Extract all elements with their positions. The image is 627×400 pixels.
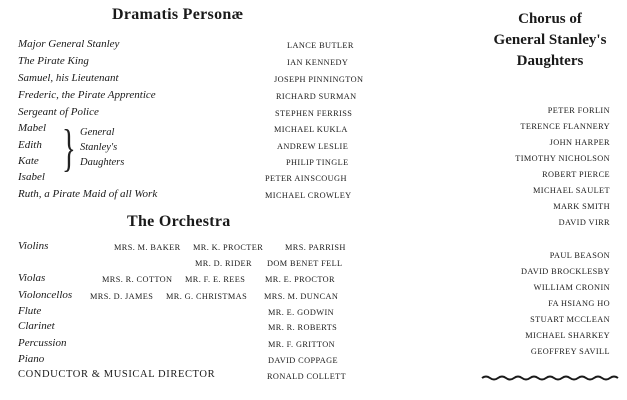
chorus-member: PETER FORLIN bbox=[547, 106, 610, 115]
role-label: Edith bbox=[18, 139, 42, 151]
player-name: MRS. PARRISH bbox=[285, 243, 346, 252]
chorus-member: STUART MCCLEAN bbox=[530, 315, 610, 324]
instrument-label: Percussion bbox=[18, 337, 67, 349]
player-name: MRS. M. DUNCAN bbox=[264, 292, 339, 301]
conductor-label: CONDUCTOR & MUSICAL DIRECTOR bbox=[18, 369, 216, 380]
chorus-member: JOHN HARPER bbox=[549, 138, 610, 147]
chorus-member: MICHAEL SHARKEY bbox=[525, 331, 610, 340]
player-name: MR. E. PROCTOR bbox=[265, 275, 335, 284]
player-name: MR. F. GRITTON bbox=[268, 340, 336, 349]
role-label: Ruth, a Pirate Maid of all Work bbox=[18, 188, 158, 200]
chorus-member: DAVID VIRR bbox=[558, 218, 610, 227]
brace-bracket: } bbox=[62, 120, 76, 177]
role-label: Kate bbox=[18, 155, 39, 167]
instrument-label: Violins bbox=[18, 240, 49, 252]
player-name: MR. D. RIDER bbox=[195, 259, 252, 268]
player-name: MRS. M. BAKER bbox=[114, 243, 181, 252]
daughters-label-line: General bbox=[80, 127, 115, 138]
chorus-title bbox=[470, 9, 627, 72]
chorus-member: FA HSIANG HO bbox=[548, 299, 610, 308]
player-name: DAVID COPPAGE bbox=[268, 356, 338, 365]
chorus-member: DAVID BROCKLESBY bbox=[521, 267, 610, 276]
daughters-label-line: Stanley's bbox=[80, 142, 118, 153]
role-label: Samuel, his Lieutenant bbox=[18, 72, 119, 84]
actor-name: LANCE BUTLER bbox=[287, 41, 354, 50]
player-name: MR. E. GODWIN bbox=[268, 308, 335, 317]
player-name: MR. R. ROBERTS bbox=[268, 323, 338, 332]
chorus-member: TIMOTHY NICHOLSON bbox=[515, 154, 610, 163]
actor-name: PETER AINSCOUGH bbox=[265, 174, 347, 183]
instrument-label: Flute bbox=[18, 305, 42, 317]
instrument-label: Clarinet bbox=[18, 320, 55, 332]
chorus-title-line: General Stanley's bbox=[493, 32, 607, 48]
player-name: MRS. D. JAMES bbox=[90, 292, 154, 301]
instrument-label: Piano bbox=[18, 353, 45, 365]
dramatis-personae-title: Dramatis Personæ bbox=[112, 6, 244, 23]
actor-name: IAN KENNEDY bbox=[287, 58, 349, 67]
chorus-member: PAUL BEASON bbox=[549, 251, 610, 260]
player-name: MR. K. PROCTER bbox=[193, 243, 264, 252]
actor-name: ANDREW LESLIE bbox=[277, 142, 349, 151]
role-label: The Pirate King bbox=[18, 55, 89, 67]
player-name: MR. F. E. REES bbox=[185, 275, 246, 284]
role-label: Isabel bbox=[18, 171, 45, 183]
daughters-label-line: Daughters bbox=[80, 157, 125, 168]
player-name: MR. G. CHRISTMAS bbox=[166, 292, 248, 301]
actor-name: RICHARD SURMAN bbox=[276, 92, 357, 101]
orchestra-title: The Orchestra bbox=[127, 213, 231, 230]
actor-name: MICHAEL CROWLEY bbox=[265, 191, 352, 200]
chorus-member: TERENCE FLANNERY bbox=[520, 122, 610, 131]
role-label: Mabel bbox=[18, 122, 47, 134]
actor-name: MICHAEL KUKLA bbox=[274, 125, 348, 134]
player-name: MRS. R. COTTON bbox=[102, 275, 173, 284]
instrument-label: Violas bbox=[18, 272, 46, 284]
instrument-label: Violoncellos bbox=[18, 289, 73, 301]
actor-name: PHILIP TINGLE bbox=[286, 158, 349, 167]
role-label: Sergeant of Police bbox=[18, 106, 99, 118]
chorus-member: GEOFFREY SAVILL bbox=[530, 347, 610, 356]
role-label: Frederic, the Pirate Apprentice bbox=[18, 89, 156, 101]
chorus-member: WILLIAM CRONIN bbox=[533, 283, 610, 292]
chorus-member: ROBERT PIERCE bbox=[542, 170, 610, 179]
role-label: Major General Stanley bbox=[18, 38, 120, 50]
player-name: DOM BENET FELL bbox=[267, 259, 343, 268]
actor-name: STEPHEN FERRISS bbox=[275, 109, 353, 118]
decorative-wavy-rule bbox=[480, 374, 620, 382]
chorus-title-line: Daughters bbox=[516, 53, 584, 69]
chorus-member: MARK SMITH bbox=[553, 202, 610, 211]
chorus-member: MICHAEL SAULET bbox=[533, 186, 610, 195]
actor-name: JOSEPH PINNINGTON bbox=[274, 75, 364, 84]
chorus-title-line: Chorus of bbox=[518, 11, 582, 27]
conductor-name: RONALD COLLETT bbox=[267, 372, 347, 381]
